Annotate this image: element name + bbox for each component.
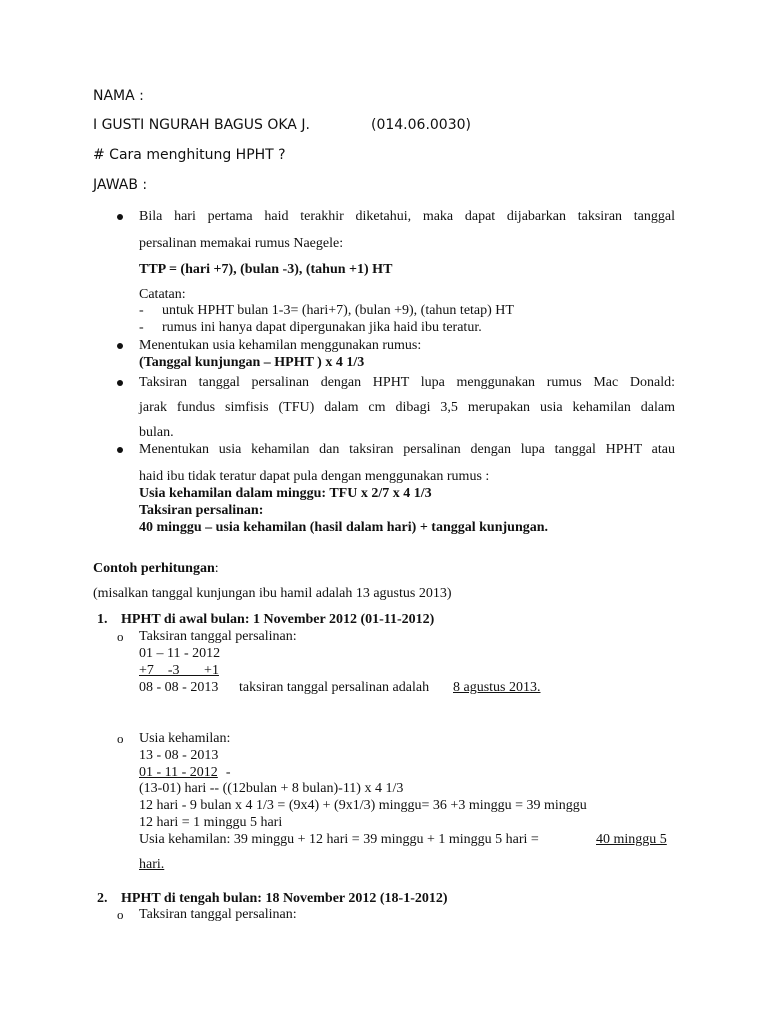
question-heading: # Cara menghitung HPHT ? [93, 147, 286, 163]
circle-marker: o [117, 629, 124, 644]
calc-result-text: taksiran tanggal persalinan adalah [239, 680, 430, 695]
dash-marker: - [139, 303, 144, 318]
usia-minus: - [225, 765, 231, 780]
answer-label: JAWAB : [93, 177, 148, 193]
usia-formula: (Tanggal kunjungan – HPHT ) x 4 1/3 [139, 355, 365, 370]
bullet-icon [117, 343, 123, 349]
taksiran-formula: 40 minggu – usia kehamilan (hasil dalam hari) + tanggal kunjungan. [139, 520, 549, 535]
item2-heading: HPHT di tengah bulan: 18 November 2012 (18-1-2012) [121, 891, 448, 906]
example-assumption: (misalkan tanggal kunjungan ibu hamil adalah 13 agustus 2013) [93, 586, 452, 601]
student-name: I GUSTI NGURAH BAGUS OKA J. [93, 117, 310, 133]
bullet2-line1: Menentukan usia kehamilan menggunakan rumus: [139, 338, 422, 353]
usia-hpht-row [139, 765, 230, 781]
usia-hpht-date: 01 - 11 - 2012 [139, 765, 218, 780]
tfu-formula: Usia kehamilan dalam minggu: TFU x 2/7 x 4 1/3 [139, 486, 432, 501]
bullet3-line1: Taksiran tanggal persalinan dengan HPHT lupa menggunakan rumus Mac Donald: [139, 375, 675, 390]
usia-step-1: (13-01) hari -- ((12bulan + 8 bulan)-11) x 4 1/3 [139, 781, 404, 796]
bullet-icon [117, 214, 123, 220]
bullet-icon [117, 380, 123, 386]
item1-heading: HPHT di awal bulan: 1 November 2012 (01-11-2012) [121, 612, 435, 627]
bullet3-line2: jarak fundus simfisis (TFU) dalam cm dibagi 3,5 merupakan usia kehamilan dalam [139, 400, 675, 415]
bullet3-line3: bulan. [139, 425, 174, 440]
catatan-note-1: untuk HPHT bulan 1-3= (hari+7), (bulan +9), (tahun tetap) HT [162, 303, 514, 318]
item1-number: 1. [97, 612, 108, 627]
usia-result-cont: hari. [139, 857, 165, 872]
calc-result-value: 8 agustus 2013. [453, 680, 541, 695]
bullet1-line2: persalinan memakai rumus Naegele: [139, 236, 344, 251]
usia-result: 40 minggu 5 [596, 832, 667, 847]
bullet4-line1: Menentukan usia kehamilan dan taksiran persalinan dengan lupa tanggal HPHT atau [139, 442, 675, 457]
example-title: Contoh perhitungan [93, 561, 215, 576]
dash-marker: - [139, 320, 144, 335]
usia-label: Usia kehamilan: [139, 731, 231, 746]
usia-visit-date: 13 - 08 - 2013 [139, 748, 219, 763]
taksiran-label: Taksiran persalinan: [139, 503, 264, 518]
item2-taksiran-label: Taksiran tanggal persalinan: [139, 907, 297, 922]
example-heading [93, 561, 219, 577]
naegele-formula: TTP = (hari +7), (bulan -3), (tahun +1) HT [139, 262, 393, 277]
calc-result-date: 08 - 08 - 2013 [139, 680, 219, 695]
circle-marker: o [117, 731, 124, 746]
item1-taksiran-label: Taksiran tanggal persalinan: [139, 629, 297, 644]
example-colon: : [214, 561, 219, 576]
calc-hpht: 01 – 11 - 2012 [139, 646, 221, 661]
circle-marker: o [117, 907, 124, 922]
usia-step-4: Usia kehamilan: 39 minggu + 12 hari = 39 minggu + 1 minggu 5 hari = [139, 832, 539, 847]
usia-step-3: 12 hari = 1 minggu 5 hari [139, 815, 283, 830]
bullet-icon [117, 447, 123, 453]
calc-increments: +7 -3 +1 [139, 663, 219, 678]
catatan-label: Catatan: [139, 287, 186, 302]
catatan-note-2: rumus ini hanya dapat dipergunakan jika haid ibu teratur. [162, 320, 482, 335]
bullet1-line1: Bila hari pertama haid terakhir diketahui, maka dapat dijabarkan taksiran tanggal [139, 209, 675, 224]
student-id: (014.06.0030) [371, 117, 471, 133]
name-label: NAMA : [93, 88, 144, 104]
item2-number: 2. [97, 891, 108, 906]
usia-step-2: 12 hari - 9 bulan x 4 1/3 = (9x4) + (9x1/3) minggu= 36 +3 minggu = 39 minggu [139, 798, 587, 813]
bullet4-line2: haid ibu tidak teratur dapat pula dengan menggunakan rumus : [139, 469, 490, 484]
